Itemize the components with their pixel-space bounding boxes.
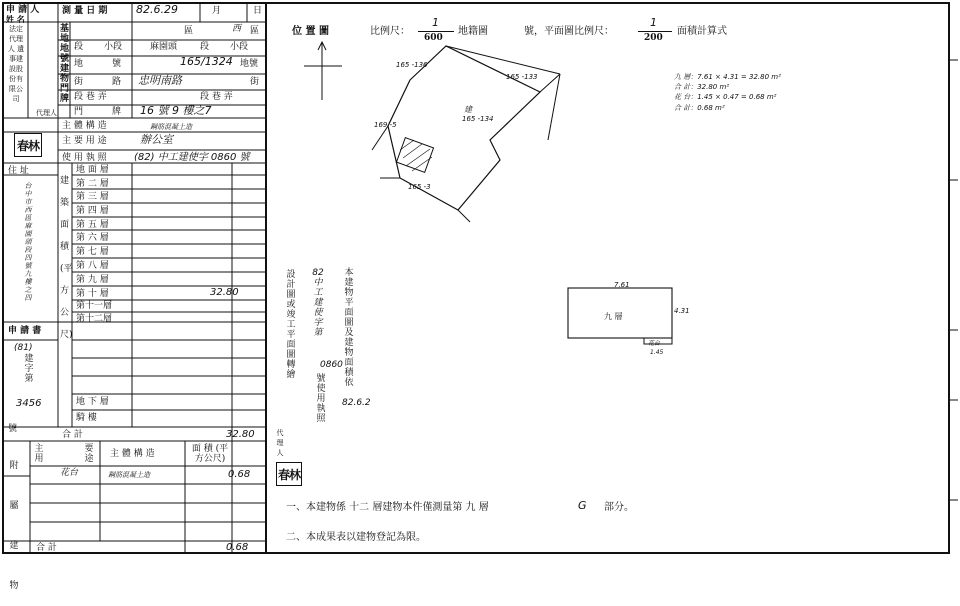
- calc-line-2: 合 計：32.80 m²: [674, 83, 730, 91]
- attached-structure: 主 體 構 造: [110, 449, 155, 459]
- plan-dim-side: 4.31: [674, 307, 690, 315]
- district-label: 區: [184, 26, 194, 36]
- day-label: 日: [253, 6, 263, 16]
- note-2: 二、本成果表以建物登記為限。: [286, 532, 426, 543]
- agent-stamp-2: 春林: [276, 462, 302, 486]
- lane-label: 段 巷 弄: [74, 92, 107, 102]
- area-label: 建築面積(平方公尺): [60, 176, 73, 340]
- application-label: 申 請 書: [8, 326, 42, 336]
- applicant-text: 法定代理人 遺事建設股份有限公司: [7, 25, 25, 103]
- cert-col-3b: 82.6.2: [342, 398, 371, 408]
- attached-label: 附 屬 建 物: [9, 461, 19, 591]
- note-1-mark: G: [578, 499, 587, 512]
- cert-col-2c: 號使用執照: [316, 374, 326, 424]
- floor-label-2: 第 二 層: [76, 179, 109, 189]
- floor-label-10: 第 十 層: [76, 289, 109, 299]
- permit-label: 使 用 執 照: [62, 153, 107, 163]
- district-label-2: 區: [250, 26, 260, 36]
- building-no-label: 建物門牌: [60, 64, 70, 104]
- survey-date: 82.6.29: [136, 3, 178, 16]
- attached-use: 要 途: [84, 444, 94, 464]
- plan-small: 花台: [648, 340, 661, 347]
- floor-label-5: 第 五 層: [76, 220, 109, 230]
- attached-total: 0.68: [226, 542, 249, 553]
- base-label: 基地地號: [60, 24, 70, 64]
- area-calc-label: 面積計算式: [677, 26, 727, 37]
- calc-line-4: 合 計：0.68 m²: [674, 104, 725, 112]
- main-use-label: 主 要 用 途: [62, 136, 107, 146]
- floor-label-3: 第 三 層: [76, 192, 109, 202]
- main-use-value: 辦公室: [140, 133, 173, 146]
- door-value: 16 號 9 樓之7: [140, 104, 212, 117]
- floor-label-6: 第 六 層: [76, 233, 109, 243]
- survey-date-label: 測 量 日 期: [62, 6, 108, 16]
- door-label: 門: [74, 107, 84, 117]
- road-label: 路: [112, 77, 122, 87]
- calc-line-3: 花 台：1.45 × 0.47 = 0.68 m²: [674, 93, 777, 101]
- attached-row-area: 0.68: [228, 469, 251, 480]
- attached-main-use: 主 用: [34, 444, 44, 464]
- floor-label-4: 第 四 層: [76, 206, 109, 216]
- floor9-area: 32.80: [210, 287, 239, 298]
- total-label: 合 計: [62, 430, 83, 440]
- legal-rep: 代理人: [36, 109, 57, 117]
- section-value: 麻園頭: [150, 42, 178, 52]
- plan-label: 九 層: [604, 312, 623, 321]
- parcel-label-3: 165 -134: [462, 115, 494, 123]
- scale-location-num: 1: [432, 16, 439, 29]
- plan-dim-top: 7.61: [614, 281, 630, 289]
- section-label: 段: [74, 42, 84, 52]
- scale-plan-num: 1: [650, 16, 657, 29]
- building-footprint: [396, 138, 433, 173]
- number-label: 號，平面圖比例尺：: [524, 26, 614, 37]
- scale-plan-den: 200: [644, 33, 663, 43]
- cert-col-3: 本建物平面圖及建物面積依: [344, 268, 354, 388]
- month-label: 月: [212, 6, 222, 16]
- permit-value: (82) 中工建使字 0860 號: [134, 152, 250, 163]
- address-label: 住 址: [8, 166, 29, 176]
- parcel-label-4: 169 -5: [374, 121, 397, 129]
- structure-label: 主 體 構 造: [62, 121, 107, 131]
- small-section-label: 小段: [104, 42, 123, 52]
- floor-label-7: 第 七 層: [76, 247, 109, 257]
- street-label-2: 街: [250, 77, 260, 87]
- parcel-label-1: 165 -136: [396, 61, 428, 69]
- building-mark: 建: [464, 105, 472, 114]
- cert-col-1b: 代理人: [276, 429, 284, 457]
- scale-location-den: 600: [424, 33, 443, 43]
- note-1: 一、本建物係 十二 層建物本件僅測量第 九 層: [286, 502, 489, 513]
- applicant-label: 申 請 人: [6, 5, 40, 15]
- street-label: 街: [74, 77, 84, 87]
- plan-small-dim: 1.45: [650, 349, 664, 356]
- door-no-label: 牌: [112, 107, 122, 117]
- lot-label: 地: [74, 59, 84, 69]
- lot-no-label: 號: [112, 59, 122, 69]
- app-no-prefix: (81): [14, 343, 33, 353]
- parcel-label-2: 165 -133: [506, 73, 538, 81]
- cert-col-2b: 0860: [320, 360, 343, 370]
- floor-label-12: 第十二層: [76, 314, 113, 324]
- attached-row-structure: 鋼筋混凝土造: [108, 471, 150, 479]
- agent-stamp: 春林: [14, 133, 42, 157]
- app-no-suffix: 號: [8, 424, 18, 434]
- address-value: 台中市西區麻園頭段四號九樓之四: [24, 182, 32, 302]
- small-section-2: 小段: [230, 42, 249, 52]
- district-value: 西: [232, 24, 242, 34]
- floor-label-9: 第 九 層: [76, 275, 109, 285]
- basement-label: 地 下 層: [76, 397, 109, 407]
- structure-value: 鋼筋混凝土造: [150, 123, 192, 131]
- land-label: 地籍圖: [458, 26, 488, 37]
- arcade-label: 騎 樓: [76, 413, 97, 423]
- attached-area: 面 積 (平方公尺): [191, 444, 229, 464]
- location-label: 位 置 圖: [292, 26, 329, 37]
- scale-label: 比例尺：: [370, 26, 410, 37]
- parcel-label-5: 165 -3: [408, 183, 431, 191]
- app-no: 3456: [16, 398, 42, 409]
- lot-no-2: 地號: [240, 59, 259, 69]
- total-value: 32.80: [226, 429, 255, 440]
- lane-label-2: 段 巷 弄: [200, 92, 233, 102]
- cert-col-2: 82 中工建使字第: [312, 268, 324, 338]
- section-value-2: 段: [200, 42, 210, 52]
- note-1-end: 部分。: [604, 502, 634, 513]
- floor-label-1: 地 面 層: [76, 165, 109, 175]
- road-value: 忠明南路: [138, 74, 182, 87]
- floor-label-8: 第 八 層: [76, 261, 109, 271]
- calc-line-1: 九 層：7.61 × 4.31 = 32.80 m²: [674, 73, 781, 81]
- floor-label-11: 第十一層: [76, 301, 113, 311]
- cert-col-1: 設計圖或竣工平面圖轉繪: [286, 270, 296, 380]
- attached-total-label: 合 計: [36, 543, 57, 553]
- lot-value: 165/1324: [180, 55, 233, 68]
- name-label: 姓 名: [6, 14, 25, 24]
- attached-row-use: 花台: [60, 468, 79, 478]
- app-no-text: 建 字 第: [24, 354, 34, 384]
